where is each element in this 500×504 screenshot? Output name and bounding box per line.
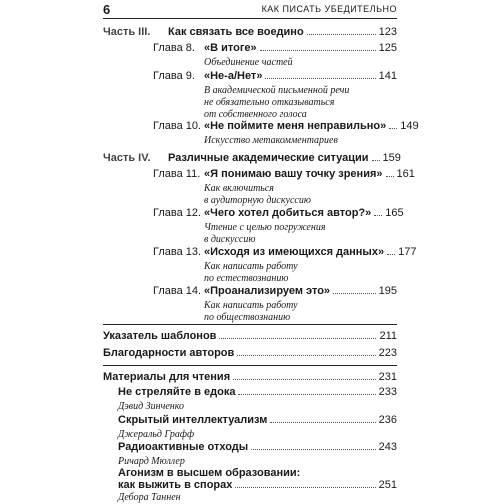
reading-author: Дэвид Зинченко	[118, 401, 185, 412]
dot-leader	[235, 487, 375, 488]
chapter-title: «Я понимаю вашу точку зрения»	[204, 168, 383, 180]
toc-entry-reading-2[interactable]	[118, 414, 397, 426]
section-rule	[103, 324, 397, 325]
dot-leader	[387, 254, 395, 255]
toc-entry-readings[interactable]	[103, 371, 397, 383]
part-label: Часть III.	[103, 26, 151, 38]
chapter-subtitle: Как включиться	[204, 183, 274, 194]
chapter-label: Глава 8.	[153, 42, 195, 54]
dot-leader	[372, 160, 380, 161]
chapter-title: «Не-а/Нет»	[204, 70, 263, 82]
page-ref: 195	[378, 285, 397, 297]
page-ref: 141	[378, 70, 397, 82]
chapter-title: «Проанализируем это»	[204, 285, 331, 297]
toc-entry-chapter-8[interactable]	[204, 42, 397, 54]
page-ref: 231	[378, 371, 397, 383]
toc-entry-chapter-13[interactable]	[204, 246, 417, 258]
dot-leader	[238, 394, 375, 395]
toc-entry-part-3[interactable]	[168, 26, 397, 38]
entry-title: Указатель шаблонов	[103, 330, 217, 342]
dot-leader	[260, 50, 376, 51]
reading-title-line1: Агонизм в высшем образовании:	[118, 467, 301, 479]
chapter-subtitle: не обязательно отказываться	[204, 97, 335, 108]
running-title: КАК ПИСАТЬ УБЕДИТЕЛЬНО	[261, 4, 397, 14]
toc-entry-chapter-9[interactable]	[204, 70, 397, 82]
reading-author: Джеральд Графф	[118, 429, 195, 440]
entry-title: Материалы для чтения	[103, 371, 231, 383]
page-ref: 123	[378, 26, 397, 38]
chapter-subtitle: в аудиторную дискуссию	[204, 195, 311, 206]
toc-entry-chapter-14[interactable]	[204, 285, 397, 297]
page-ref: 223	[378, 347, 397, 359]
chapter-subtitle: Чтение с целью погружения	[204, 222, 326, 233]
dot-leader	[237, 355, 375, 356]
chapter-subtitle: от собственного голоса	[204, 109, 307, 120]
dot-leader	[219, 338, 376, 339]
page-ref: 243	[378, 441, 397, 453]
page-ref: 211	[379, 330, 397, 342]
header-rule	[103, 18, 397, 19]
chapter-subtitle: по обществознанию	[204, 312, 291, 323]
toc-entry-acknowledgments[interactable]	[103, 347, 397, 359]
dot-leader	[233, 379, 376, 380]
page-ref: 236	[378, 414, 397, 426]
section-rule	[103, 365, 397, 366]
toc-entry-part-4[interactable]	[168, 152, 401, 164]
chapter-title: «Исходя из имеющихся данных»	[204, 246, 385, 258]
page-number: 6	[103, 2, 111, 17]
chapter-title: «В итоге»	[204, 42, 257, 54]
part-title: Различные академические ситуации	[168, 152, 369, 164]
dot-leader	[265, 78, 375, 79]
reading-title: Радиоактивные отходы	[118, 441, 249, 453]
page-ref: 233	[378, 386, 397, 398]
part-label: Часть IV.	[103, 152, 151, 164]
dot-leader	[333, 293, 376, 294]
toc-entry-chapter-10[interactable]	[204, 120, 419, 132]
entry-title: Благодарности авторов	[103, 347, 235, 359]
chapter-title: «Не поймите меня неправильно»	[204, 120, 387, 132]
chapter-label: Глава 14.	[153, 285, 202, 297]
chapter-label: Глава 11.	[153, 168, 201, 180]
dot-leader	[307, 34, 376, 35]
chapter-label: Глава 10.	[153, 120, 202, 132]
chapter-subtitle: В академической письменной речи	[204, 85, 350, 96]
toc-entry-chapter-12[interactable]	[204, 207, 404, 219]
page-ref: 159	[382, 152, 401, 164]
dot-leader	[270, 422, 375, 423]
chapter-subtitle: Объединение частей	[204, 57, 293, 68]
chapter-label: Глава 9.	[153, 70, 195, 82]
chapter-subtitle: по естествознанию	[204, 273, 289, 284]
toc-entry-reading-1[interactable]	[118, 386, 397, 398]
dot-leader	[251, 449, 375, 450]
chapter-subtitle: в дискуссию	[204, 234, 256, 245]
toc-entry-reading-3[interactable]	[118, 441, 397, 453]
reading-title: Скрытый интеллектуализм	[118, 414, 268, 426]
chapter-label: Глава 12.	[153, 207, 202, 219]
chapter-subtitle: Как написать работу	[204, 261, 298, 272]
toc-entry-reading-4[interactable]	[118, 479, 397, 491]
page-ref: 251	[378, 479, 397, 491]
page-ref: 161	[396, 168, 415, 180]
page-ref: 149	[400, 120, 419, 132]
page-ref: 125	[378, 42, 397, 54]
dot-leader	[386, 176, 394, 177]
part-title: Как связать все воедино	[168, 26, 304, 38]
reading-author: Дебора Таннен	[118, 492, 181, 503]
page-ref: 165	[385, 207, 404, 219]
reading-author: Ричард Мюллер	[118, 456, 185, 467]
dot-leader	[374, 215, 382, 216]
chapter-label: Глава 13.	[153, 246, 202, 258]
toc-entry-chapter-11[interactable]	[204, 168, 415, 180]
toc-entry-template-index[interactable]	[103, 330, 397, 342]
page-ref: 177	[398, 246, 417, 258]
dot-leader	[389, 128, 397, 129]
reading-title: Не стреляйте в едока	[118, 386, 236, 398]
chapter-title: «Чего хотел добиться автор?»	[204, 207, 372, 219]
reading-title: как выжить в спорах	[118, 479, 233, 491]
chapter-subtitle: Как написать работу	[204, 300, 298, 311]
chapter-subtitle: Искусство метакомментариев	[204, 135, 338, 146]
